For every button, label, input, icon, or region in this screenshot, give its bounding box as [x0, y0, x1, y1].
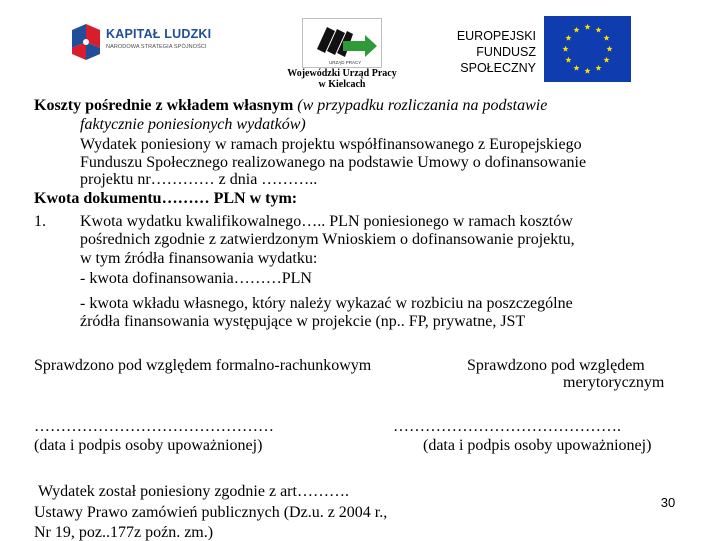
para1-line3: projektu nr………… z dnia ………..	[80, 171, 318, 188]
kapital-ludzki-subtitle: NARODOWA STRATEGIA SPÓJNOŚCI	[106, 44, 207, 50]
efs-label	[430, 28, 536, 76]
item-line5: - kwota wkładu własnego, który należy wykazać w rozbiciu na poszczególne	[80, 295, 573, 312]
wup-logo	[302, 18, 382, 68]
wup-label-line2: w Kielcach	[318, 79, 366, 90]
signature-right-heading-2: merytorycznym	[563, 374, 665, 391]
eu-flag-icon	[544, 16, 631, 82]
kapital-ludzki-logo	[68, 22, 228, 64]
signature-right-heading-1: Sprawdzono pod względem	[467, 357, 645, 374]
wup-label	[280, 68, 404, 90]
para1-line2: Funduszu Społecznego realizowanego na podstawie Umowy o dofinansowanie	[80, 154, 587, 171]
item-line3: w tym źródła finansowania wydatku:	[80, 250, 318, 267]
item-line6: źródła finansowania występujące w projekcie (np.. FP, prywatne, JST	[80, 313, 526, 330]
item-number: 1.	[34, 213, 46, 230]
kapital-ludzki-emblem-icon	[68, 22, 104, 62]
wup-label-line1: Wojewódzki Urząd Pracy	[287, 68, 397, 79]
signature-right-caption: (data i podpis osoby upoważnionej)	[423, 437, 652, 454]
kapital-ludzki-title: KAPITAŁ LUDZKI	[106, 27, 212, 41]
efs-line3: SPOŁECZNY	[460, 61, 536, 75]
wup-logo-text: URZĄD PRACY	[329, 60, 362, 65]
item-line2: pośrednich zgodnie z zatwierdzonym Wnioskiem o dofinansowanie projektu,	[80, 231, 575, 248]
signature-left-dots: ………………………………………	[34, 418, 274, 435]
footer-note-line2: Ustawy Prawo zamówień publicznych (Dz.u. z 2004 r.,	[34, 504, 388, 521]
footer-note-line3: Nr 19, poz..177z poźn. zm.)	[34, 524, 214, 541]
item-line4: - kwota dofinansowania………PLN	[80, 270, 312, 287]
page-number: 30	[660, 495, 676, 510]
footer-note-line1: Wydatek został poniesiony zgodnie z art……….	[38, 483, 349, 500]
koszty-line	[34, 97, 547, 114]
efs-line1: EUROPEJSKI	[456, 29, 536, 43]
signature-left-heading: Sprawdzono pod względem formalno-rachunkowym	[34, 357, 372, 374]
wup-emblem-icon	[303, 19, 381, 67]
para1-line1: Wydatek poniesiony w ramach projektu współfinansowanego z Europejskiego	[80, 136, 582, 153]
koszty-heading: Koszty pośrednie z wkładem własnym	[34, 97, 294, 114]
kwota-dokumentu: Kwota dokumentu……… PLN w tym:	[34, 190, 298, 207]
koszty-note-1: (w przypadku rozliczania na podstawie	[293, 97, 548, 114]
signature-right-dots: …………………………………….	[393, 418, 621, 435]
efs-line2: FUNDUSZ	[476, 45, 536, 59]
koszty-note-2: faktycznie poniesionych wydatków)	[80, 116, 306, 133]
item-line1: Kwota wydatku kwalifikowalnego….. PLN poniesionego w ramach kosztów	[80, 213, 573, 230]
signature-left-caption: (data i podpis osoby upoważnionej)	[34, 437, 263, 454]
